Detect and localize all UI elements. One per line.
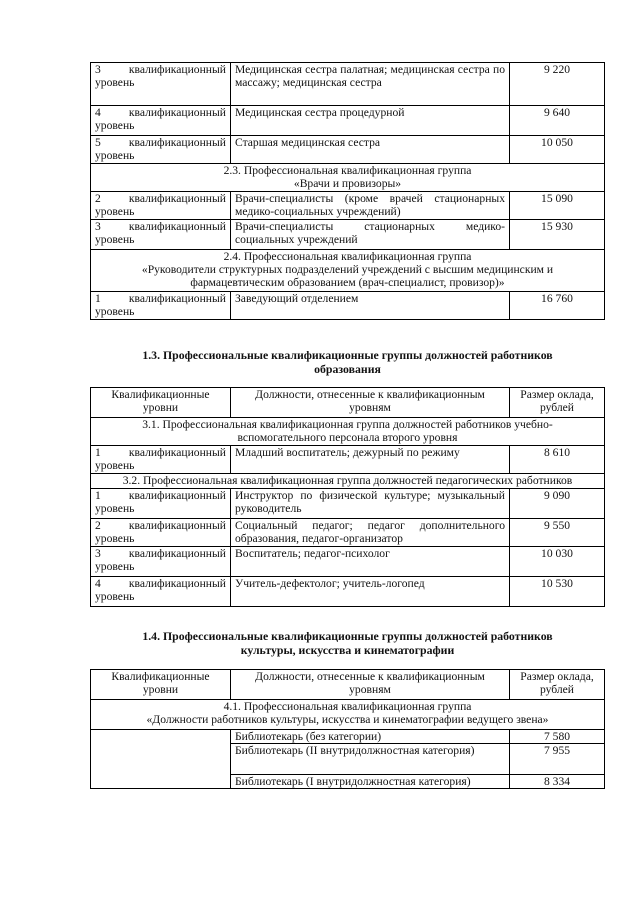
salary-cell: 9 640: [510, 106, 605, 136]
table-row: [91, 519, 605, 547]
position-cell: Воспитатель; педагог-психолог: [231, 547, 510, 577]
salary-cell: 15 930: [510, 220, 605, 250]
group-subtitle: «Руководители структурных подразделений учреждений с высшим медицинским и фармацевтическим образованием (врач-специалист, провизор)»: [141, 263, 554, 290]
column-header-level: Квалификационные уровни: [91, 388, 231, 418]
salary-cell: 16 760: [510, 292, 605, 320]
group-title: 2.3. Профессиональная квалификационная группа: [223, 164, 472, 177]
table-row: [91, 446, 605, 474]
table-row: [91, 547, 605, 577]
position-cell: Медицинская сестра палатная; медицинская сестра по массажу; медицинская сестра: [231, 63, 510, 106]
column-header-level: Квалификационные уровни: [91, 670, 231, 700]
position-cell: Инструктор по физической культуре; музыкальный руководитель: [231, 489, 510, 519]
section-title-culture: 1.4. Профессиональные квалификационные группы должностей работников культуры, искусства и кинематографии: [142, 629, 553, 657]
table-row: [91, 106, 605, 136]
salary-cell: 10 050: [510, 136, 605, 164]
salary-cell: 8 334: [510, 775, 605, 789]
position-cell: Старшая медицинская сестра: [231, 136, 510, 164]
column-header-position: Должности, отнесенные к квалификационным уровням: [231, 670, 510, 700]
column-header-salary: Размер оклада, рублей: [510, 670, 605, 700]
group-header-cell: 3.2. Профессиональная квалификационная группа должностей педагогических работников: [91, 474, 605, 489]
table-row: [91, 292, 605, 320]
group-header-row: [91, 164, 605, 192]
table-header-row: [91, 388, 605, 418]
level-cell: 3 квалификационный уровень: [91, 220, 231, 250]
group-header-cell: [91, 250, 605, 292]
table-row: [91, 63, 605, 106]
level-cell: 1 квалификационный уровень: [91, 446, 231, 474]
level-cell: 3 квалификационный уровень: [91, 63, 231, 106]
position-cell: Медицинская сестра процедурной: [231, 106, 510, 136]
position-cell: Заведующий отделением: [231, 292, 510, 320]
salary-cell: 7 955: [510, 744, 605, 775]
level-cell: 1 квалификационный уровень: [91, 292, 231, 320]
position-cell: Библиотекарь (I внутридолжностная категория): [231, 775, 510, 789]
position-cell: Врачи-специалисты стационарных медико-социальных учреждений: [231, 220, 510, 250]
medical-salary-table: [90, 62, 605, 320]
group-title: 2.4. Профессиональная квалификационная группа: [223, 250, 472, 263]
position-cell: Библиотекарь (II внутридолжностная категория): [231, 744, 510, 775]
group-header-row: [91, 250, 605, 292]
group-header-cell: 3.1. Профессиональная квалификационная группа должностей работников учебно-вспомогательного персонала второго уровня: [91, 418, 605, 446]
salary-cell: 10 530: [510, 577, 605, 607]
level-cell: 1 квалификационный уровень: [91, 489, 231, 519]
table-row: [91, 730, 605, 744]
table-row: [91, 220, 605, 250]
level-cell: 4 квалификационный уровень: [91, 577, 231, 607]
group-title: 4.1. Профессиональная квалификационная группа: [223, 700, 472, 713]
position-cell: Учитель-дефектолог; учитель-логопед: [231, 577, 510, 607]
group-header-cell: [91, 700, 605, 730]
level-cell: 4 квалификационный уровень: [91, 106, 231, 136]
section-title-education: 1.3. Профессиональные квалификационные группы должностей работников образования: [142, 348, 553, 376]
group-subtitle: «Врачи и провизоры»: [293, 177, 402, 191]
table-row: [91, 136, 605, 164]
salary-cell: 9 090: [510, 489, 605, 519]
level-cell: 3 квалификационный уровень: [91, 547, 231, 577]
level-cell: 5 квалификационный уровень: [91, 136, 231, 164]
level-cell: 2 квалификационный уровень: [91, 192, 231, 220]
salary-cell: 9 220: [510, 63, 605, 106]
position-cell: Библиотекарь (без категории): [231, 730, 510, 744]
position-cell: Социальный педагог; педагог дополнительного образования, педагог-организатор: [231, 519, 510, 547]
culture-salary-table: [90, 669, 605, 789]
level-cell-empty: [91, 730, 231, 789]
group-header-row: [91, 474, 605, 489]
group-header-row: [91, 700, 605, 730]
group-subtitle: «Должности работников культуры, искусства и кинематографии ведущего звена»: [146, 713, 549, 727]
position-cell: Младший воспитатель; дежурный по режиму: [231, 446, 510, 474]
position-cell: Врачи-специалисты (кроме врачей стационарных медико-социальных учреждений): [231, 192, 510, 220]
group-header-cell: [91, 164, 605, 192]
column-header-position: Должности, отнесенные к квалификационным уровням: [231, 388, 510, 418]
salary-cell: 9 550: [510, 519, 605, 547]
education-salary-table: [90, 387, 605, 607]
table-row: [91, 577, 605, 607]
group-header-row: [91, 418, 605, 446]
level-cell: 2 квалификационный уровень: [91, 519, 231, 547]
table-header-row: [91, 670, 605, 700]
salary-cell: 10 030: [510, 547, 605, 577]
salary-cell: 15 090: [510, 192, 605, 220]
column-header-salary: Размер оклада, рублей: [510, 388, 605, 418]
table-row: [91, 489, 605, 519]
salary-cell: 8 610: [510, 446, 605, 474]
salary-cell: 7 580: [510, 730, 605, 744]
table-row: [91, 192, 605, 220]
